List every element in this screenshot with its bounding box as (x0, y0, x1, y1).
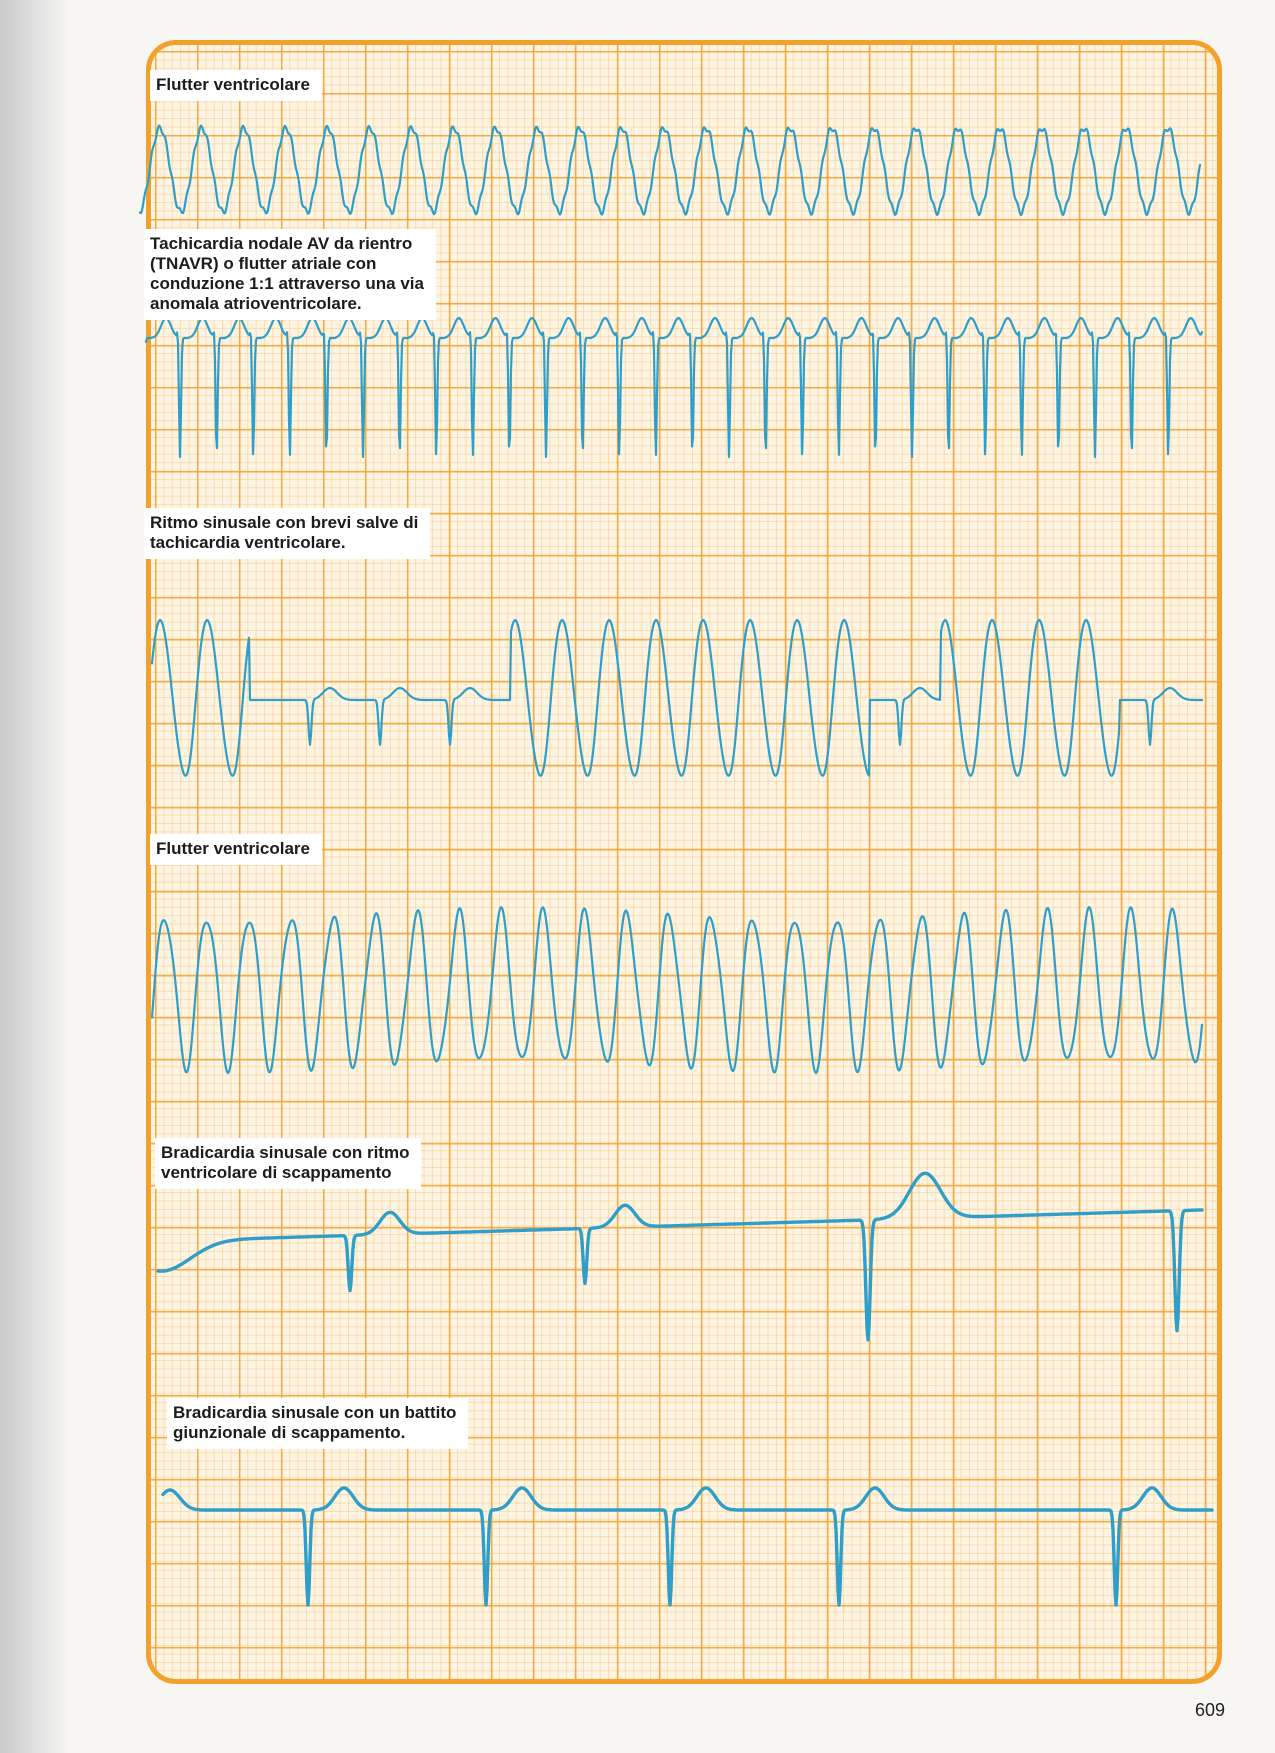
ecg-trace-sinus-brady-junctional-escape (163, 1488, 1212, 1605)
ecg-trace-sinus-with-vt-salvos (152, 620, 1202, 776)
ecg-trace-avnrt (146, 318, 1202, 457)
strip-title-2: Tachicardia nodale AV da rientro (TNAVR) o flutter atriale con conduzione 1:1 attraverso una via anomala atrioventricolare. (144, 229, 436, 320)
ecg-trace-ventricular-flutter-2 (152, 907, 1202, 1073)
strip-title-4: Flutter ventricolare (150, 834, 322, 865)
strip-title-3: Ritmo sinusale con brevi salve di tachicardia ventricolare. (144, 508, 430, 559)
page-number: 609 (1195, 1700, 1226, 1720)
ecg-trace-ventricular-flutter-1 (140, 126, 1200, 216)
strip-title-1: Flutter ventricolare (150, 70, 322, 101)
ecg-trace-sinus-brady-ventricular-escape (158, 1173, 1202, 1340)
strip-title-6: Bradicardia sinusale con un battito giunzionale di scappamento. (167, 1398, 468, 1449)
strip-title-5: Bradicardia sinusale con ritmo ventricolare di scappamento (155, 1138, 421, 1189)
